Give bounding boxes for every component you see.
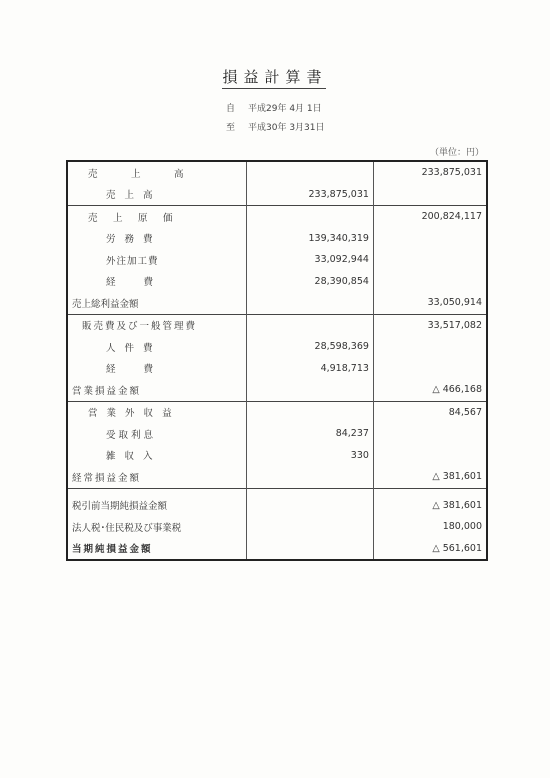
row-sub-amount <box>246 292 373 314</box>
table-row <box>67 379 487 401</box>
period-to <box>226 120 325 133</box>
row-total-amount <box>373 271 487 293</box>
row-label: 売 上 高 <box>67 184 246 206</box>
row-label: 営 業 外 収 益 <box>67 401 246 423</box>
table-row <box>67 336 487 358</box>
row-label: 受取利息 <box>67 423 246 445</box>
row-sub-amount <box>246 466 373 488</box>
row-sub-amount <box>246 206 373 228</box>
row-total-amount: △ 466,168 <box>373 379 487 401</box>
row-total-amount: 84,567 <box>373 401 487 423</box>
table-row <box>67 249 487 271</box>
row-total-amount: 180,000 <box>373 516 487 538</box>
row-total-amount: 33,050,914 <box>373 292 487 314</box>
row-label: 経 費 <box>67 358 246 380</box>
period-from <box>226 101 322 114</box>
row-sub-amount: 33,092,944 <box>246 249 373 271</box>
row-total-amount <box>373 358 487 380</box>
table-row <box>67 228 487 250</box>
table-row <box>67 516 487 538</box>
period-from-label: 自 <box>226 104 236 114</box>
row-sub-amount <box>246 516 373 538</box>
row-total-amount <box>373 336 487 358</box>
row-label: 税引前当期純損益金額 <box>67 495 246 517</box>
row-label: 当期純損益金額 <box>67 538 246 561</box>
period-from-date: 平成29年 4月 1日 <box>248 104 322 114</box>
row-sub-amount: 28,598,369 <box>246 336 373 358</box>
row-label: 経 費 <box>67 271 246 293</box>
income-statement-table <box>66 160 488 561</box>
row-label: 営業損益金額 <box>67 379 246 401</box>
row-sub-amount: 233,875,031 <box>246 184 373 206</box>
row-label: 経常損益金額 <box>67 466 246 488</box>
row-total-amount: 200,824,117 <box>373 206 487 228</box>
row-label: 雑 収 入 <box>67 445 246 467</box>
row-sub-amount <box>246 401 373 423</box>
table-row <box>67 358 487 380</box>
row-sub-amount: 84,237 <box>246 423 373 445</box>
period-to-date: 平成30年 3月31日 <box>248 123 325 133</box>
table-row <box>67 445 487 467</box>
row-label: 売 上 原 価 <box>67 206 246 228</box>
row-total-amount: △ 561,601 <box>373 538 487 561</box>
table-row <box>67 161 487 184</box>
row-sub-amount: 330 <box>246 445 373 467</box>
row-label: 売上総利益金額 <box>67 292 246 314</box>
table-row <box>67 206 487 228</box>
table-row <box>67 495 487 517</box>
table-row <box>67 292 487 314</box>
table-row <box>67 538 487 561</box>
unit-label: （単位：円） <box>429 148 484 158</box>
row-total-amount <box>373 249 487 271</box>
table-row <box>67 314 487 336</box>
table-row <box>67 184 487 206</box>
row-total-amount: △ 381,601 <box>373 495 487 517</box>
row-label: 労 務 費 <box>67 228 246 250</box>
table-row <box>67 271 487 293</box>
row-label: 人 件 費 <box>67 336 246 358</box>
row-sub-amount <box>246 538 373 561</box>
table-row <box>67 466 487 488</box>
title-underline <box>222 88 326 89</box>
row-label: 外注加工費 <box>67 249 246 271</box>
table-row <box>67 423 487 445</box>
row-total-amount <box>373 228 487 250</box>
document-title: 損益計算書 <box>222 68 328 86</box>
row-total-amount: 233,875,031 <box>373 161 487 184</box>
row-label: 販売費及び一般管理費 <box>67 314 246 336</box>
row-label: 法人税･住民税及び事業税 <box>67 516 246 538</box>
row-label: 売 上 高 <box>67 161 246 184</box>
row-sub-amount <box>246 379 373 401</box>
row-sub-amount <box>246 161 373 184</box>
period-to-label: 至 <box>226 123 236 133</box>
row-sub-amount <box>246 314 373 336</box>
row-total-amount: 33,517,082 <box>373 314 487 336</box>
row-sub-amount <box>246 495 373 517</box>
row-total-amount <box>373 423 487 445</box>
row-total-amount <box>373 445 487 467</box>
table-row <box>67 401 487 423</box>
row-total-amount <box>373 184 487 206</box>
row-sub-amount: 139,340,319 <box>246 228 373 250</box>
row-total-amount: △ 381,601 <box>373 466 487 488</box>
row-sub-amount: 28,390,854 <box>246 271 373 293</box>
row-sub-amount: 4,918,713 <box>246 358 373 380</box>
